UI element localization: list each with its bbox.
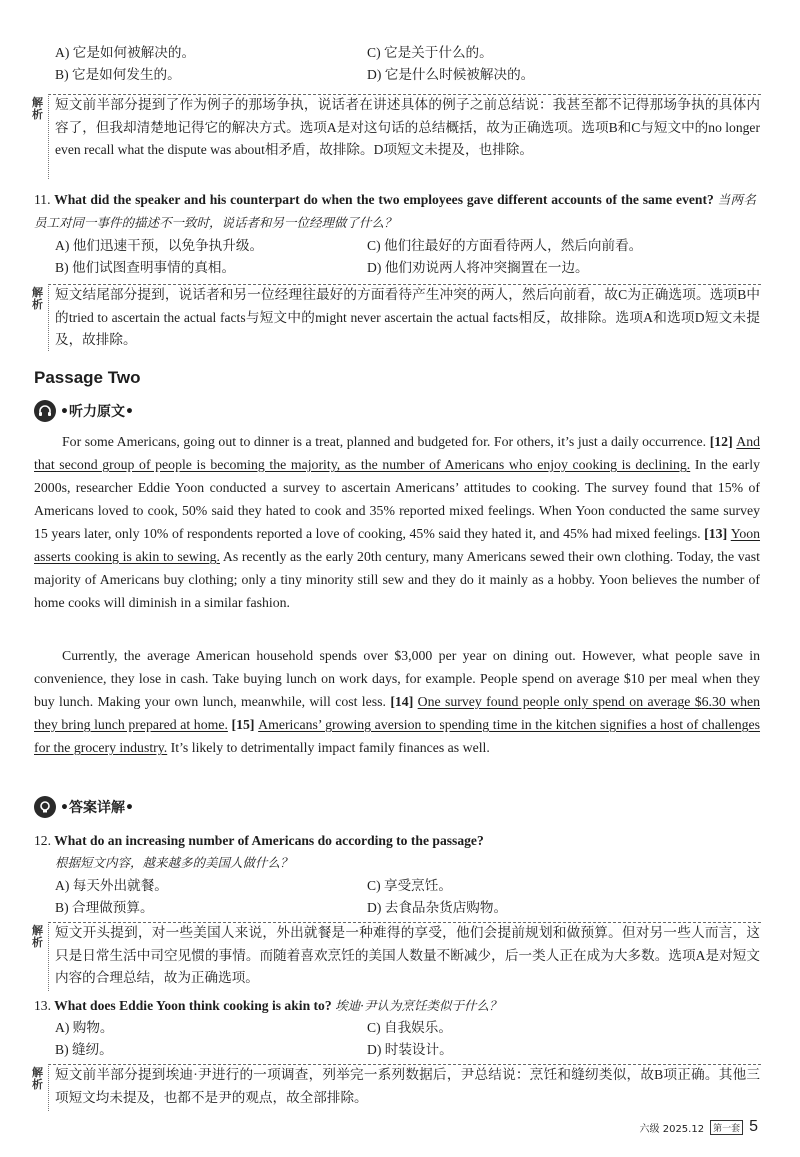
q12-options: [55, 875, 755, 919]
option-d: D) 他们劝说两人将冲突搁置在一边。: [367, 260, 589, 275]
analysis-label: 解析: [32, 286, 43, 311]
option-row: [55, 64, 755, 86]
option-b: B) 缝纫。: [55, 1042, 113, 1057]
passage-title: Passage Two: [34, 368, 141, 387]
q10-analysis: 短文前半部分提到了作为例子的那场争执，说话者在讲述具体的例子之前总结说：我甚至都不记得那场争执的具体内容了，但我却清楚地记得它的解决方式。选项A是对这句话的总结概括，故为正确选项。选项B和C与短文中的no longer even recall what the dispute was about相矛盾，故排除。D项短文未提及，也排除。: [55, 97, 760, 157]
passage-paragraph-1: [34, 430, 760, 614]
option-row: [55, 897, 755, 919]
page-footer: [640, 1118, 758, 1136]
analysis-label: 解析: [32, 1066, 43, 1091]
q10-options: [55, 42, 755, 86]
q11-question: [34, 188, 756, 234]
answers-heading-text: •答案详解•: [60, 800, 134, 816]
key-sentence-14: One survey found people only spend on average $6.30 when they bring lunch prepared at home.: [34, 694, 760, 732]
option-d: D) 去食品杂货店购物。: [367, 900, 508, 915]
q11-chinese: 当两名员工对同一事件的描述不一致时，说话者和另一位经理做了什么？: [34, 192, 756, 230]
option-row: [55, 42, 755, 64]
option-row: [55, 875, 755, 897]
q11-english: What did the speaker and his counterpart do when the two employees gave different accounts of the same event?: [54, 192, 714, 207]
q12-number: 12.: [34, 833, 51, 848]
key-sentence-13: Yoon asserts cooking is akin to sewing.: [34, 526, 761, 564]
option-b: B) 他们试图查明事情的真相。: [55, 260, 236, 275]
text-run: In the early 2000s, researcher Eddie Yoon conducted a survey to ascertain Americans’ attitudes to cooking. The survey found that 15% of Americans loved to cook, 50% said they hated to cook and 35% reported mixed feelings. When Yoon conducted the same survey 15 years later, only 10% of respondents reported a love of cooking, 45% said they hated it, and 45% had mixed feelings.: [34, 457, 760, 541]
marker-15: [15]: [231, 717, 259, 732]
q12-chinese: 根据短文内容，越来越多的美国人做什么？: [55, 855, 293, 870]
q13-chinese: 埃迪·尹认为烹饪类似于什么？: [335, 998, 502, 1013]
marker-13: [13]: [704, 526, 731, 541]
q12-english: What do an increasing number of Americans do according to the passage?: [54, 833, 484, 848]
marker-14: [14]: [390, 694, 418, 709]
footer-label: 六级 2025.12: [639, 1123, 705, 1135]
option-a: A) 每天外出就餐。: [55, 878, 168, 893]
key-sentence-15: Americans’ growing aversion to spending time in the kitchen signifies a host of challenges for the grocery industry.: [34, 717, 761, 755]
q11-number: 11.: [34, 192, 51, 207]
option-row: [55, 1039, 755, 1061]
q11-analysis: 短文结尾部分提到，说话者和另一位经理往最好的方面看待产生冲突的两人，然后向前看，故C为正确选项。选项B中的tried to ascertain the actual facts与短文中的might never ascertain the actual facts相反，故排除。选项A和选项D短文未提及，故排除。: [55, 287, 760, 347]
option-d: D) 它是什么时候被解决的。: [367, 67, 535, 82]
page-number: 5: [749, 1118, 758, 1135]
answers-heading: [34, 796, 134, 818]
text-run: It’s likely to detrimentally impact family finances as well.: [167, 740, 490, 755]
option-d: D) 时装设计。: [367, 1042, 453, 1057]
key-sentence-12: And that second group of people is becoming the majority, as the number of Americans who enjoy cooking is declining.: [34, 434, 761, 472]
q13-number: 13.: [34, 998, 51, 1013]
passage-paragraph-2: [34, 644, 760, 759]
option-b: B) 它是如何发生的。: [55, 67, 181, 82]
option-c: C) 他们往最好的方面看待两人，然后向前看。: [367, 238, 643, 253]
option-c: C) 自我娱乐。: [367, 1020, 452, 1035]
q13-analysis: 短文前半部分提到埃迪·尹进行的一项调查，列举完一系列数据后，尹总结说：烹饪和缝纫类似，故B项正确。其他三项短文均未提及，也都不是尹的观点，故全部排除。: [55, 1067, 760, 1105]
option-row: [55, 257, 755, 279]
q13-english: What does Eddie Yoon think cooking is akin to?: [54, 998, 332, 1013]
q12-analysis: 短文开头提到，对一些美国人来说，外出就餐是一种难得的享受，他们会提前规划和做预算。但对另一些人而言，这只是日常生活中司空见惯的事情。而随着喜欢烹饪的美国人数量不断减少，后一类人正在成为大多数。选项A是对短文内容的合理总结，故为正确选项。: [55, 925, 760, 985]
analysis-label: 解析: [32, 96, 43, 121]
option-row: [55, 1017, 755, 1039]
q13-options: [55, 1017, 755, 1061]
lightbulb-icon: [34, 796, 56, 818]
option-a: A) 它是如何被解决的。: [55, 45, 196, 60]
analysis-label: 解析: [32, 924, 43, 949]
option-b: B) 合理做预算。: [55, 900, 154, 915]
text-run: Currently, the average American household spends over $3,000 per year on dining out. However, what people save in convenience, they lose in cash. Take buying lunch on work days, for example. People spend on average $10 per meal when they buy lunch. Making your own lunch, meanwhile, will cost less.: [34, 648, 760, 709]
option-row: [55, 235, 755, 257]
q12-question: [34, 829, 756, 852]
headphones-icon: [34, 400, 56, 422]
option-c: C) 享受烹饪。: [367, 878, 452, 893]
text-run: As recently as the early 20th century, many Americans sewed their own clothing. Today, the vast majority of Americans buy clothing; only a tiny minority still sew and they do it mainly as a hobby. Yoon believes the number of home cooks will diminish in a similar fashion.: [34, 549, 760, 610]
listening-heading-text: •听力原文•: [60, 404, 134, 420]
option-c: C) 它是关于什么的。: [367, 45, 493, 60]
option-a: A) 他们迅速干预，以免争执升级。: [55, 238, 264, 253]
option-a: A) 购物。: [55, 1020, 114, 1035]
listening-heading: [34, 400, 134, 422]
footer-set-box: 第一套: [710, 1120, 743, 1135]
q13-question: [34, 994, 756, 1017]
q11-options: [55, 235, 755, 279]
text-run: For some Americans, going out to dinner is a treat, planned and budgeted for. For others, it’s just a daily occurrence.: [62, 434, 710, 449]
marker-12: [12]: [709, 434, 737, 449]
